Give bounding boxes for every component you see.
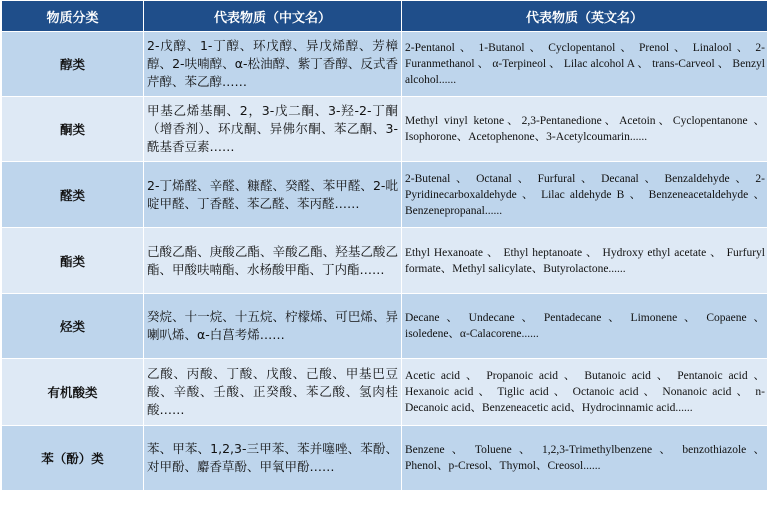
compound-table xyxy=(1,0,768,491)
table-row xyxy=(2,32,768,97)
header-english-name: 代表物质（英文名） xyxy=(402,1,768,32)
english-names-cell: Decane 、 Undecane 、 Pentadecane 、 Limonene 、 Copaene 、 isoledene、α-Calacorene...... xyxy=(402,294,768,359)
table-row xyxy=(2,294,768,359)
header-chinese-name: 代表物质（中文名） xyxy=(144,1,402,32)
table-row xyxy=(2,359,768,426)
category-cell: 酯类 xyxy=(2,228,144,294)
chinese-names-cell: 己酸乙酯、庚酸乙酯、辛酸乙酯、羟基乙酸乙酯、甲酸呋喃酯、水杨酸甲酯、丁内酯…… xyxy=(144,228,402,294)
english-names-cell: Methyl vinyl ketone、2,3-Pentanedione、Acetoin、Cyclopentanone 、Isophorone、Acetophenone、3-Acetylcoumarin...... xyxy=(402,97,768,162)
table-row xyxy=(2,426,768,491)
english-names-cell: 2-Pentanol 、 1-Butanol 、 Cyclopentanol 、 Prenol 、 Linalool 、 2-Furanmethanol 、 α-Terpineol 、 Lilac alcohol A 、 trans-Carveol 、 Benzyl alcohol...... xyxy=(402,32,768,97)
header-category: 物质分类 xyxy=(2,1,144,32)
chinese-names-cell: 2-戊醇、1-丁醇、环戊醇、异戊烯醇、芳樟醇、2-呋喃醇、α-松油醇、紫丁香醇、反式香芹醇、苯乙醇…… xyxy=(144,32,402,97)
table-row xyxy=(2,228,768,294)
english-names-cell: Ethyl Hexanoate 、 Ethyl heptanoate 、 Hydroxy ethyl acetate 、 Furfuryl formate、Methyl salicylate、Butyrolactone...... xyxy=(402,228,768,294)
chinese-names-cell: 甲基乙烯基酮、2，3-戊二酮、3-羟-2-丁酮（增香剂）、环戊酮、异佛尔酮、苯乙酮、3-酰基香豆素…… xyxy=(144,97,402,162)
category-cell: 酮类 xyxy=(2,97,144,162)
header-row xyxy=(2,1,768,32)
category-cell: 有机酸类 xyxy=(2,359,144,426)
english-names-cell: Acetic acid 、 Propanoic acid 、 Butanoic acid 、 Pentanoic acid 、 Hexanoic acid 、 Tiglic acid 、 Octanoic acid 、 Nonanoic acid 、 n-Decanoic acid、Benzeneacetic acid、Hydrocinnamic acid...... xyxy=(402,359,768,426)
chinese-names-cell: 苯、甲苯、1,2,3-三甲苯、苯并噻唑、苯酚、对甲酚、麝香草酚、甲氧甲酚…… xyxy=(144,426,402,491)
table-row xyxy=(2,162,768,228)
category-cell: 醇类 xyxy=(2,32,144,97)
chinese-names-cell: 癸烷、十一烷、十五烷、柠檬烯、可巴烯、异喇叭烯、α-白菖考烯…… xyxy=(144,294,402,359)
chinese-names-cell: 乙酸、丙酸、丁酸、戊酸、己酸、甲基巴豆酸、辛酸、壬酸、正癸酸、苯乙酸、氢肉桂酸…… xyxy=(144,359,402,426)
table-row xyxy=(2,97,768,162)
english-names-cell: Benzene 、 Toluene 、 1,2,3-Trimethylbenzene 、 benzothiazole 、 Phenol、p-Cresol、Thymol、Creosol...... xyxy=(402,426,768,491)
category-cell: 烃类 xyxy=(2,294,144,359)
category-cell: 醛类 xyxy=(2,162,144,228)
category-cell: 苯（酚）类 xyxy=(2,426,144,491)
english-names-cell: 2-Butenal 、 Octanal 、 Furfural 、 Decanal 、 Benzaldehyde 、 2-Pyridinecarboxaldehyde 、 Lilac aldehyde B 、 Benzeneacetaldehyde 、 Benzenepropanal...... xyxy=(402,162,768,228)
chinese-names-cell: 2-丁烯醛、辛醛、糠醛、癸醛、苯甲醛、2-吡啶甲醛、丁香醛、苯乙醛、苯丙醛…… xyxy=(144,162,402,228)
